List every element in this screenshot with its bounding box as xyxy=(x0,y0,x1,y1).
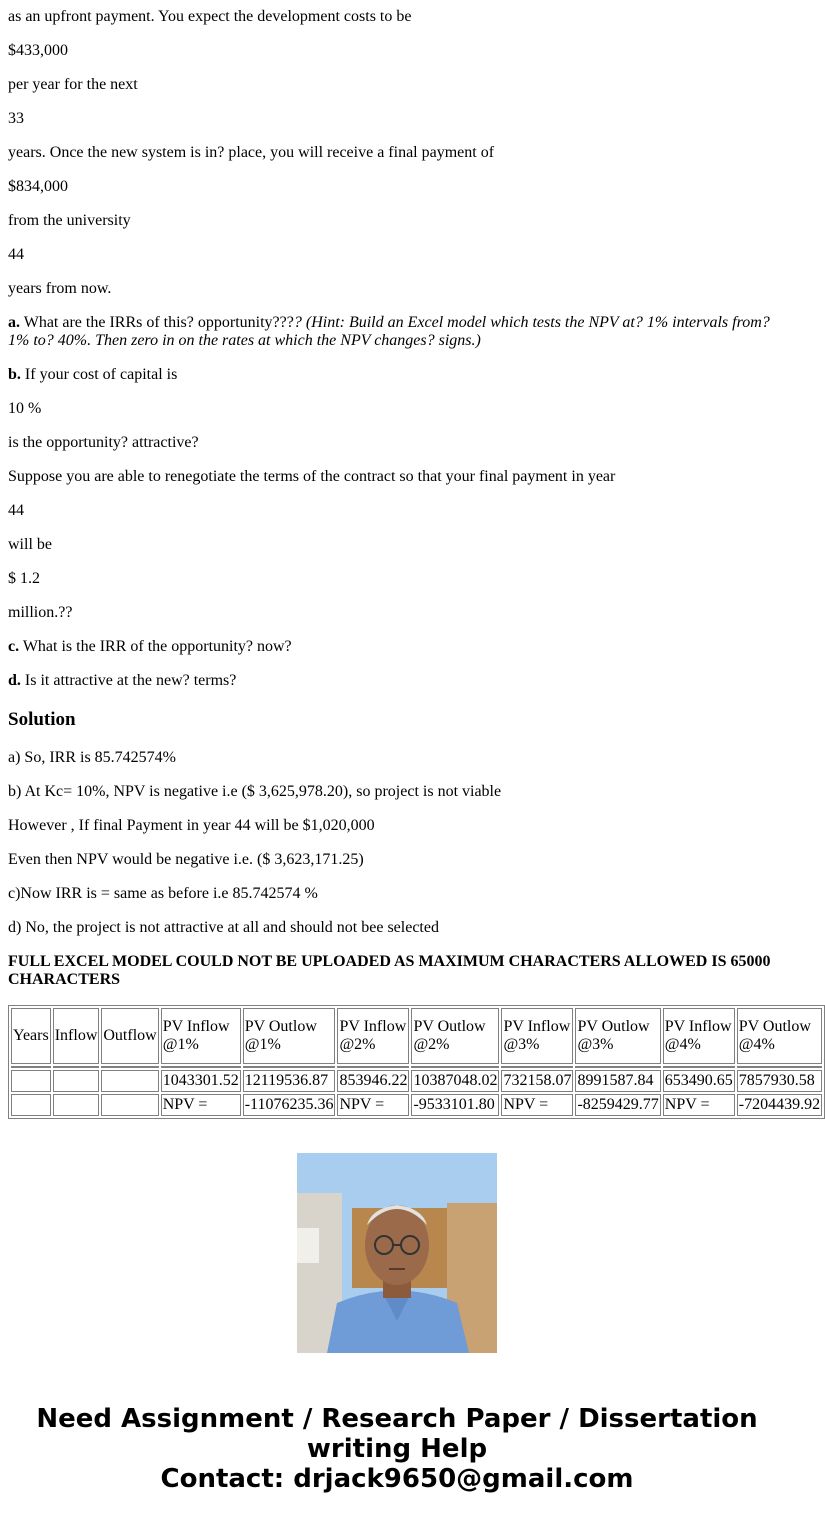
question-line: years from now. xyxy=(8,280,112,297)
header-cell: PV Inflow @4% xyxy=(663,1008,735,1064)
excel-table xyxy=(8,1005,825,1119)
table-cell xyxy=(101,1094,158,1116)
table-cell: NPV = xyxy=(161,1094,241,1116)
solution-line: a) So, IRR is 85.742574% xyxy=(8,749,176,766)
avatar-portrait-image xyxy=(297,1153,497,1353)
table-cell: -11076235.36 xyxy=(243,1094,336,1116)
solution-line: However , If final Payment in year 44 will be $1,020,000 xyxy=(8,817,375,834)
separator-cell xyxy=(501,1066,573,1068)
question-part-b xyxy=(8,366,177,384)
table-cell: 853946.22 xyxy=(337,1070,409,1092)
separator-cell xyxy=(243,1066,336,1068)
question-line: 44 xyxy=(8,246,24,263)
solution-line: b) At Kc= 10%, NPV is negative i.e ($ 3,625,978.20), so project is not viable xyxy=(8,783,502,800)
table-cell: 653490.65 xyxy=(663,1070,735,1092)
header-cell: Years xyxy=(11,1008,51,1064)
table-row xyxy=(11,1094,822,1116)
promo-line: writing Help xyxy=(306,1434,488,1464)
part-a-hint: ? (Hint: Build an Excel model which tests the NPV at? 1% intervals from? 1% to? 40%. Then zero in on the rates at which the NPV changes? signs.) xyxy=(8,314,770,349)
question-part-d xyxy=(8,672,236,690)
separator-cell xyxy=(11,1066,51,1068)
part-b-label: b. xyxy=(8,366,21,383)
question-line: is the opportunity? attractive? xyxy=(8,434,199,451)
part-d-label: d. xyxy=(8,672,21,689)
table-cell: 7857930.58 xyxy=(737,1070,822,1092)
table-cell xyxy=(11,1070,51,1092)
part-a-text: What are the IRRs of this? opportunity??? xyxy=(20,314,294,331)
solution-line: Even then NPV would be negative i.e. ($ 3,623,171.25) xyxy=(8,851,364,868)
separator-cell xyxy=(663,1066,735,1068)
question-line: $834,000 xyxy=(8,178,68,195)
separator-cell xyxy=(737,1066,822,1068)
question-line: 44 xyxy=(8,502,24,519)
table-cell xyxy=(101,1070,158,1092)
separator-cell xyxy=(575,1066,660,1068)
header-cell: PV Outlow @2% xyxy=(411,1008,499,1064)
table-cell: 8991587.84 xyxy=(575,1070,660,1092)
question-line: Suppose you are able to renegotiate the terms of the contract so that your final payment in year xyxy=(8,468,616,485)
table-cell: 10387048.02 xyxy=(411,1070,499,1092)
solution-heading: Solution xyxy=(8,709,76,730)
question-line: per year for the next xyxy=(8,76,138,93)
excel-table-container xyxy=(8,1005,821,1119)
header-cell: Inflow xyxy=(53,1008,100,1064)
question-part-a xyxy=(8,314,786,350)
part-a-label: a. xyxy=(8,314,20,331)
header-cell: PV Inflow @1% xyxy=(161,1008,241,1064)
table-cell xyxy=(53,1070,100,1092)
question-line: $433,000 xyxy=(8,42,68,59)
separator-cell xyxy=(411,1066,499,1068)
header-cell: PV Outlow @4% xyxy=(737,1008,822,1064)
avatar xyxy=(297,1153,497,1353)
excel-model-note: FULL EXCEL MODEL COULD NOT BE UPLOADED AS MAXIMUM CHARACTERS ALLOWED IS 65000 CHARACTERS xyxy=(8,953,771,988)
table-cell: NPV = xyxy=(663,1094,735,1116)
table-separator-row xyxy=(11,1066,822,1068)
question-line: from the university xyxy=(8,212,131,229)
table-cell: 12119536.87 xyxy=(243,1070,336,1092)
table-cell xyxy=(53,1094,100,1116)
header-cell: PV Inflow @3% xyxy=(501,1008,573,1064)
question-line: 10 % xyxy=(8,400,42,417)
question-line: years. Once the new system is in? place, you will receive a final payment of xyxy=(8,144,495,161)
header-cell: PV Outlow @1% xyxy=(243,1008,336,1064)
header-cell: PV Inflow @2% xyxy=(337,1008,409,1064)
question-line: as an upfront payment. You expect the development costs to be xyxy=(8,8,412,25)
separator-cell xyxy=(337,1066,409,1068)
table-cell: NPV = xyxy=(501,1094,573,1116)
table-cell: NPV = xyxy=(337,1094,409,1116)
header-cell: Outflow xyxy=(101,1008,158,1064)
question-line: 33 xyxy=(8,110,24,127)
table-cell: 1043301.52 xyxy=(161,1070,241,1092)
table-cell: -9533101.80 xyxy=(411,1094,499,1116)
table-cell: -8259429.77 xyxy=(575,1094,660,1116)
promo-contact: Contact: drjack9650@gmail.com xyxy=(160,1464,634,1494)
separator-cell xyxy=(53,1066,100,1068)
solution-line: d) No, the project is not attractive at all and should not bee selected xyxy=(8,919,439,936)
part-d-text: Is it attractive at the new? terms? xyxy=(20,672,237,689)
question-line: will be xyxy=(8,536,52,553)
table-row xyxy=(11,1070,822,1092)
table-cell: -7204439.92 xyxy=(737,1094,822,1116)
separator-cell xyxy=(101,1066,158,1068)
question-line: $ 1.2 xyxy=(8,570,40,587)
part-c-text: What is the IRR of the opportunity? now? xyxy=(19,638,292,655)
table-header-row xyxy=(11,1008,822,1064)
part-c-label: c. xyxy=(8,638,20,655)
header-cell: PV Outlow @3% xyxy=(575,1008,660,1064)
question-line: million.?? xyxy=(8,604,73,621)
promo-line: Need Assignment / Research Paper / Dissertation xyxy=(36,1404,758,1434)
solution-line: c)Now IRR is = same as before i.e 85.742574 % xyxy=(8,885,318,902)
table-cell: 732158.07 xyxy=(501,1070,573,1092)
part-b-text: If your cost of capital is xyxy=(20,366,178,383)
table-cell xyxy=(11,1094,51,1116)
question-part-c xyxy=(8,638,292,656)
separator-cell xyxy=(161,1066,241,1068)
